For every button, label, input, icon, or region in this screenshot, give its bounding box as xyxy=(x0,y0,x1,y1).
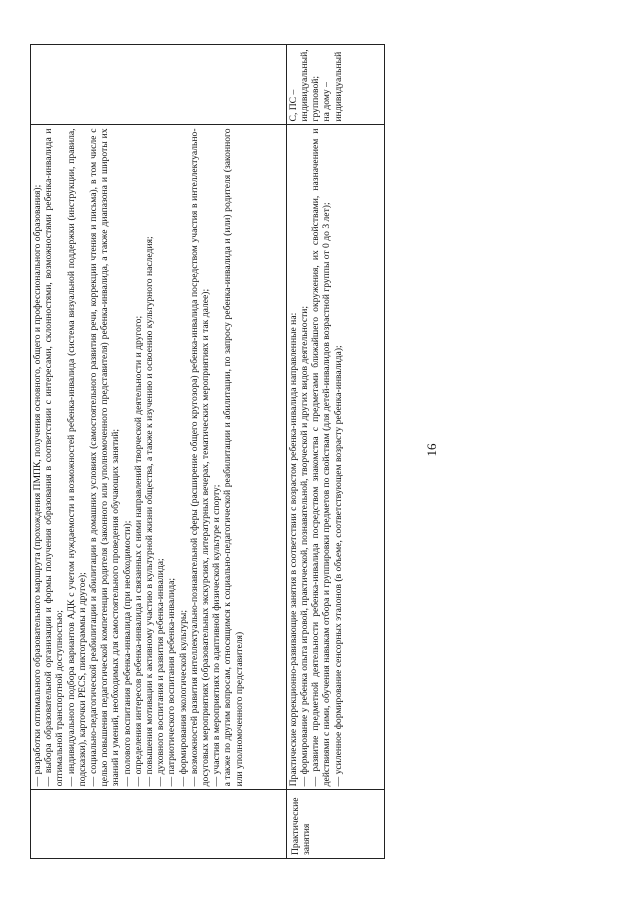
row-label-cell xyxy=(286,790,384,859)
row-content-cell xyxy=(31,125,287,790)
list-item: — повышения мотивации к активному участию в культурной жизни общества, а также к изучению и освоению культурного наследия; xyxy=(144,236,156,787)
form-line: групповой; xyxy=(310,75,322,122)
page-number: 16 xyxy=(424,443,439,457)
services-table xyxy=(30,44,385,859)
form-line: индивидуальный xyxy=(332,51,344,122)
list-item: — духовного воспитания и развития ребенка-инвалида; xyxy=(155,558,167,787)
row-form-cell xyxy=(286,45,384,125)
list-item: — формирования экологической культуры; xyxy=(177,610,189,787)
list-item: — развитие предметной деятельности ребенка-инвалида посредством знакомства с предметами ближайшего окружения, их свойствами, назначением и действиями с ними, обучения навыкам отбора и группировки предметов по свойствам (для детей-инвалидов возрастной группы от 0 до 3 лет); xyxy=(310,128,333,787)
list-item: — выбора образовательной организации и формы получения образования в соответствии с интересами, склонностями, возможностями ребенка-инвалида и оптимальной транспортной доступностью; xyxy=(43,128,66,787)
list-item: — полового воспитания ребенка-инвалида (при необходимости); xyxy=(121,520,133,787)
list-item: — определения интересов ребенка-инвалида и связанных с ними направлений творческой деятельности и другого; xyxy=(132,315,144,787)
row-label-cell xyxy=(31,790,287,859)
list-item: — усиленное формирование сенсорных эталонов (в объеме, соответствующем возрасту ребенка-инвалида); xyxy=(332,345,344,787)
row-content-cell xyxy=(286,125,384,790)
row-label xyxy=(32,793,34,855)
list-item: — разработки оптимального образовательного маршрута (прохождения ПМПК, получения основного, общего и профессионального образования); xyxy=(32,184,43,787)
list-item: Практические коррекционно-развивающие занятия в соответствии с возрастом ребенка-инвалида направленные на: xyxy=(287,312,299,787)
table-row xyxy=(286,45,384,859)
list-item: — возможностей развития интеллектуально-познавательной сферы (расширение общего кругозора) ребенка-инвалида посредством участия в интеллектуально-досуговых мероприятиях (образовательных экскурсиях, литературных вечерах, тематических мероприятиях и так далее); xyxy=(188,128,212,787)
row-label: Практические занятия xyxy=(289,797,312,855)
table-row xyxy=(31,45,287,859)
list-item: — патриотического воспитания ребенка-инвалида; xyxy=(166,577,178,787)
list-item: — формирование у ребенка опыта игровой, практической, познавательной, творческой и других видов деятельности; xyxy=(298,305,310,787)
list-item: — социально-педагогической реабилитации и абилитации в домашних условиях (самостоятельного развития речи, коррекции чтения и письма), в том числе с целью повышения педагогической компетенции родителя (законного или уполномоченного представителя) ребенка-инвалида, а также диапазона и широты их знаний и умений, необходимых для самостоятельного проведения обучающих занятий; xyxy=(88,128,122,787)
form-line: индивидуальный, xyxy=(298,49,310,122)
row-form-cell xyxy=(31,45,287,125)
form-line: С, ПС – xyxy=(287,89,299,122)
list-item: — индивидуального подбора вариантов АДК с учетом нуждаемости и возможностей ребенка-инвалида (система визуальной поддержки (инструкции, правила, подсказки), карточки PECS, пиктограммы и другое); xyxy=(65,128,88,787)
list-item: а также по другим вопросам, относящимся к социально-педагогической реабилитации и абилитации, по запросу ребенка-инвалида и (или) родителя (законного или уполномоченного представителя) xyxy=(222,128,245,787)
list-item: — участия в мероприятиях по адаптивной физической культуре и спорту; xyxy=(211,484,223,787)
form-line: на дому – xyxy=(321,82,333,122)
